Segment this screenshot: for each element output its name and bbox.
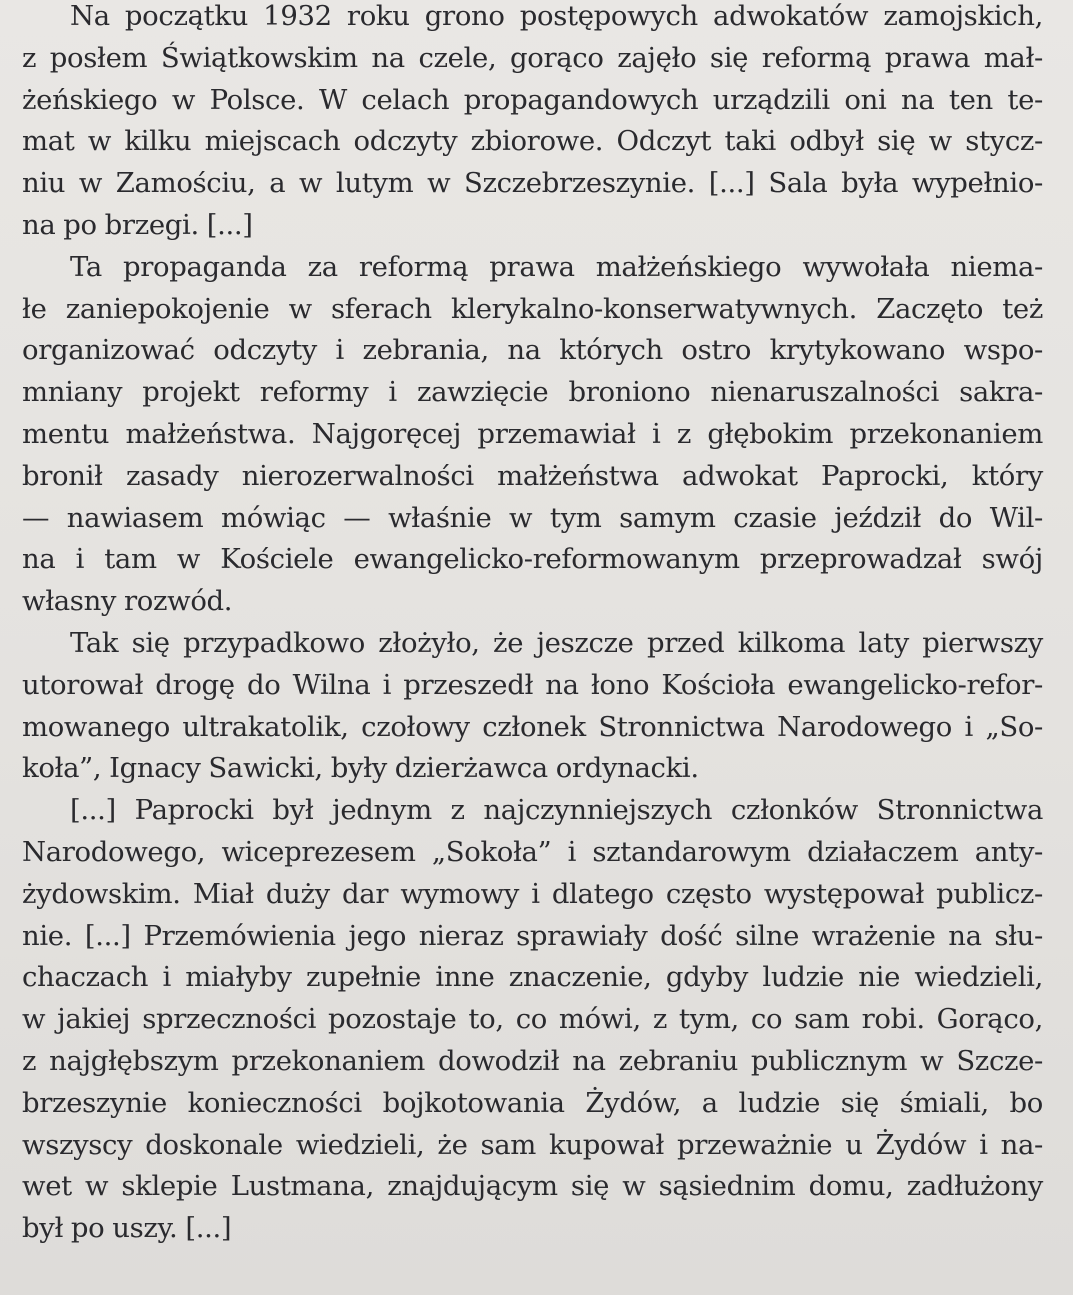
text-line: — nawiasem mówiąc — właśnie w tym samym czasie jeździł do Wil- (22, 501, 1043, 534)
text-line: na i tam w Kościele ewangelicko-reformowanym przeprowadzał swój (22, 543, 1043, 576)
text-line: mat w kilku miejscach odczyty zbiorowe. Odczyt taki odbył się w stycz- (22, 125, 1043, 158)
text-line: wszyscy doskonale wiedzieli, że sam kupował przeważnie u Żydów i na- (22, 1128, 1043, 1161)
text-line: żydowskim. Miał duży dar wymowy i dlatego często występował publicz- (22, 877, 1043, 910)
paragraph-3 (22, 623, 1043, 790)
text-line: bronił zasady nierozerwalności małżeństwa adwokat Paprocki, który (22, 459, 1043, 492)
text-line: wet w sklepie Lustmana, znajdującym się w sąsiednim domu, zadłużony (22, 1170, 1043, 1203)
text-line: brzeszynie konieczności bojkotowania Żydów, a ludzie się śmiali, bo (22, 1086, 1043, 1119)
text-line: był po uszy. [...] (22, 1212, 232, 1245)
text-line: nie. [...] Przemówienia jego nieraz sprawiały dość silne wrażenie na słu- (22, 919, 1043, 952)
text-line: chaczach i miałyby zupełnie inne znaczenie, gdyby ludzie nie wiedzieli, (22, 961, 1043, 994)
text-line: Ta propaganda za reformą prawa małżeńskiego wywołała niema- (70, 250, 1043, 283)
text-line: [...] Paprocki był jednym z najczynniejszych członków Stronnictwa (70, 794, 1043, 827)
text-line: utorował drogę do Wilna i przeszedł na łono Kościoła ewangelicko-refor- (22, 668, 1043, 701)
text-line: Narodowego, wiceprezesem „Sokoła” i sztandarowym działaczem anty- (22, 835, 1043, 868)
text-line: z najgłębszym przekonaniem dowodził na zebraniu publicznym w Szcze- (22, 1044, 1043, 1077)
text-line: żeńskiego w Polsce. W celach propagandowych urządzili oni na ten te- (22, 83, 1043, 116)
text-line: niu w Zamościu, a w lutym w Szczebrzeszynie. [...] Sala była wypełnio- (22, 167, 1043, 200)
text-line: łe zaniepokojenie w sferach klerykalno-konserwatywnych. Zaczęto też (22, 292, 1043, 325)
paragraph-2 (22, 247, 1043, 623)
text-line: mowanego ultrakatolik, czołowy członek Stronnictwa Narodowego i „So- (22, 710, 1043, 743)
text-line: w jakiej sprzeczności pozostaje to, co mówi, z tym, co sam robi. Gorąco, (22, 1003, 1043, 1036)
text-line: z posłem Świątkowskim na czele, gorąco zajęło się reformą prawa mał- (22, 41, 1043, 74)
paragraph-4 (22, 790, 1043, 1250)
text-line: własny rozwód. (22, 585, 233, 618)
text-line: Tak się przypadkowo złożyło, że jeszcze przed kilkoma laty pierwszy (70, 626, 1043, 659)
text-line: organizować odczyty i zebrania, na których ostro krytykowano wspo- (22, 334, 1043, 367)
text-line: koła”, Ignacy Sawicki, były dzierżawca ordynacki. (22, 752, 699, 785)
text-line: mentu małżeństwa. Najgoręcej przemawiał i z głębokim przekonaniem (22, 417, 1043, 450)
text-line: Na początku 1932 roku grono postępowych adwokatów zamojskich, (70, 0, 1043, 32)
paragraph-1 (22, 0, 1043, 247)
text-line: na po brzegi. [...] (22, 208, 253, 241)
text-line: mniany projekt reformy i zawzięcie broniono nienaruszalności sakra- (22, 376, 1043, 409)
